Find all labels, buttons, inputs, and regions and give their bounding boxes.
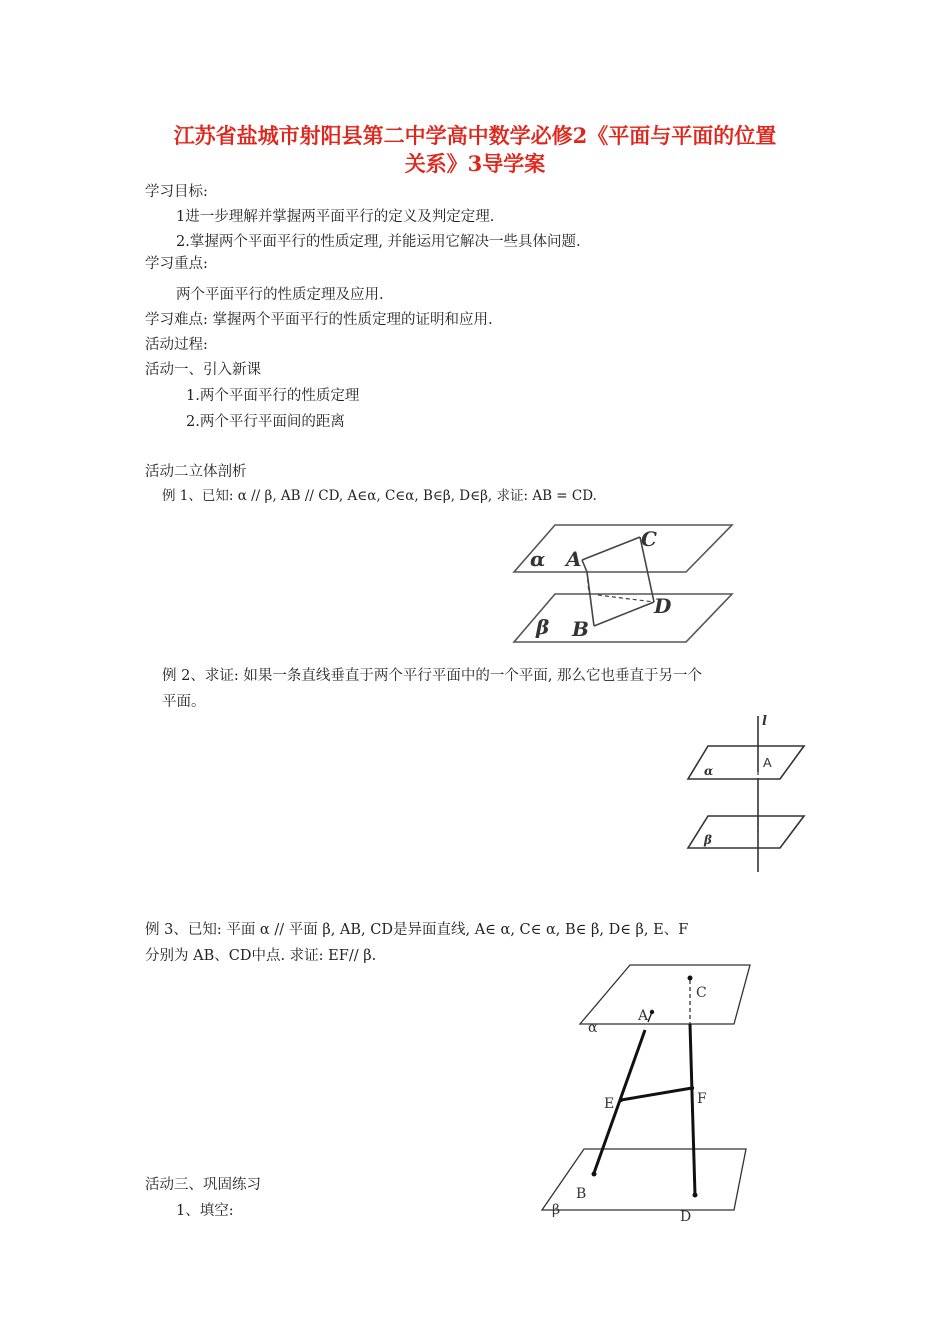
plane-beta — [542, 1149, 746, 1210]
difficulty-text: 学习难点: 掌握两个平面平行的性质定理的证明和应用. — [145, 312, 493, 328]
figure-2-perpendicular-line — [684, 712, 809, 874]
example-2-line-1: 例 2、求证: 如果一条直线垂直于两个平行平面中的一个平面, 那么它也垂直于另一个 — [162, 668, 703, 684]
objective-item-2: 2.掌握两个平面平行的性质定理, 并能运用它解决一些具体问题. — [176, 234, 581, 250]
activity-1-item-2: 2.两个平行平面间的距离 — [186, 414, 345, 430]
segment-bd — [594, 602, 654, 626]
label-b: B — [576, 1186, 587, 1202]
segment-cd — [690, 1024, 695, 1195]
key-points-heading: 学习重点: — [145, 256, 208, 272]
label-d: D — [680, 1209, 692, 1225]
label-beta: β — [704, 833, 712, 847]
title-line-1: 江苏省盐城市射阳县第二中学高中数学必修2《平面与平面的位置 — [173, 123, 777, 148]
document-title — [120, 122, 830, 178]
label-l: l — [762, 714, 767, 729]
segment-ac — [582, 537, 640, 560]
point-e — [619, 1098, 623, 1102]
plane-alpha — [580, 965, 750, 1024]
process-heading: 活动过程: — [145, 337, 208, 353]
activity-1-item-1: 1.两个平面平行的性质定理 — [186, 388, 360, 404]
figure-1-parallel-planes — [510, 520, 740, 645]
label-alpha: α — [704, 764, 714, 778]
label-e: E — [604, 1096, 615, 1112]
segment-ab-upper — [582, 560, 587, 572]
activity-3-heading: 活动三、巩固练习 — [145, 1177, 261, 1193]
objectives-heading: 学习目标: — [145, 184, 208, 200]
label-a: A — [638, 1008, 649, 1024]
point-f — [690, 1086, 694, 1090]
activity-3-item-1: 1、填空: — [176, 1203, 234, 1219]
example-2-line-2: 平面。 — [162, 694, 206, 710]
plane-alpha — [514, 525, 732, 572]
example-1-text: 例 1、已知: α // β, AB // CD, A∈α, C∈α, B∈β, D∈β, 求证: AB = CD. — [162, 488, 597, 504]
label-beta: β — [536, 615, 550, 639]
label-alpha: α — [530, 547, 546, 571]
label-a: A — [566, 547, 582, 571]
key-points-content: 两个平面平行的性质定理及应用. — [176, 287, 384, 303]
point-c — [688, 976, 693, 981]
point-a — [650, 1010, 654, 1014]
label-d: D — [654, 594, 672, 618]
label-b: B — [572, 617, 589, 641]
activity-2-heading: 活动二立体剖析 — [145, 464, 247, 480]
segment-bd-hidden — [598, 595, 654, 602]
figure-3-skew-lines — [538, 960, 753, 1228]
label-c: C — [641, 527, 657, 551]
objective-item-1: 1进一步理解并掌握两平面平行的定义及判定定理. — [176, 209, 495, 225]
label-c: C — [696, 985, 707, 1001]
title-line-2: 关系》3导学案 — [404, 151, 546, 176]
point-b — [592, 1172, 597, 1177]
label-f: F — [697, 1091, 707, 1107]
activity-1-heading: 活动一、引入新课 — [145, 362, 261, 378]
segment-ef — [621, 1088, 692, 1100]
example-3-line-2: 分别为 AB、CD中点. 求证: EF// β. — [145, 948, 377, 964]
label-a: A — [763, 755, 772, 770]
label-beta: β — [552, 1202, 561, 1218]
example-3-line-1: 例 3、已知: 平面 α // 平面 β, AB, CD是异面直线, A∈ α, C∈ α, B∈ β, D∈ β, E、F — [145, 922, 689, 938]
point-d — [693, 1193, 698, 1198]
label-alpha: α — [588, 1020, 598, 1036]
